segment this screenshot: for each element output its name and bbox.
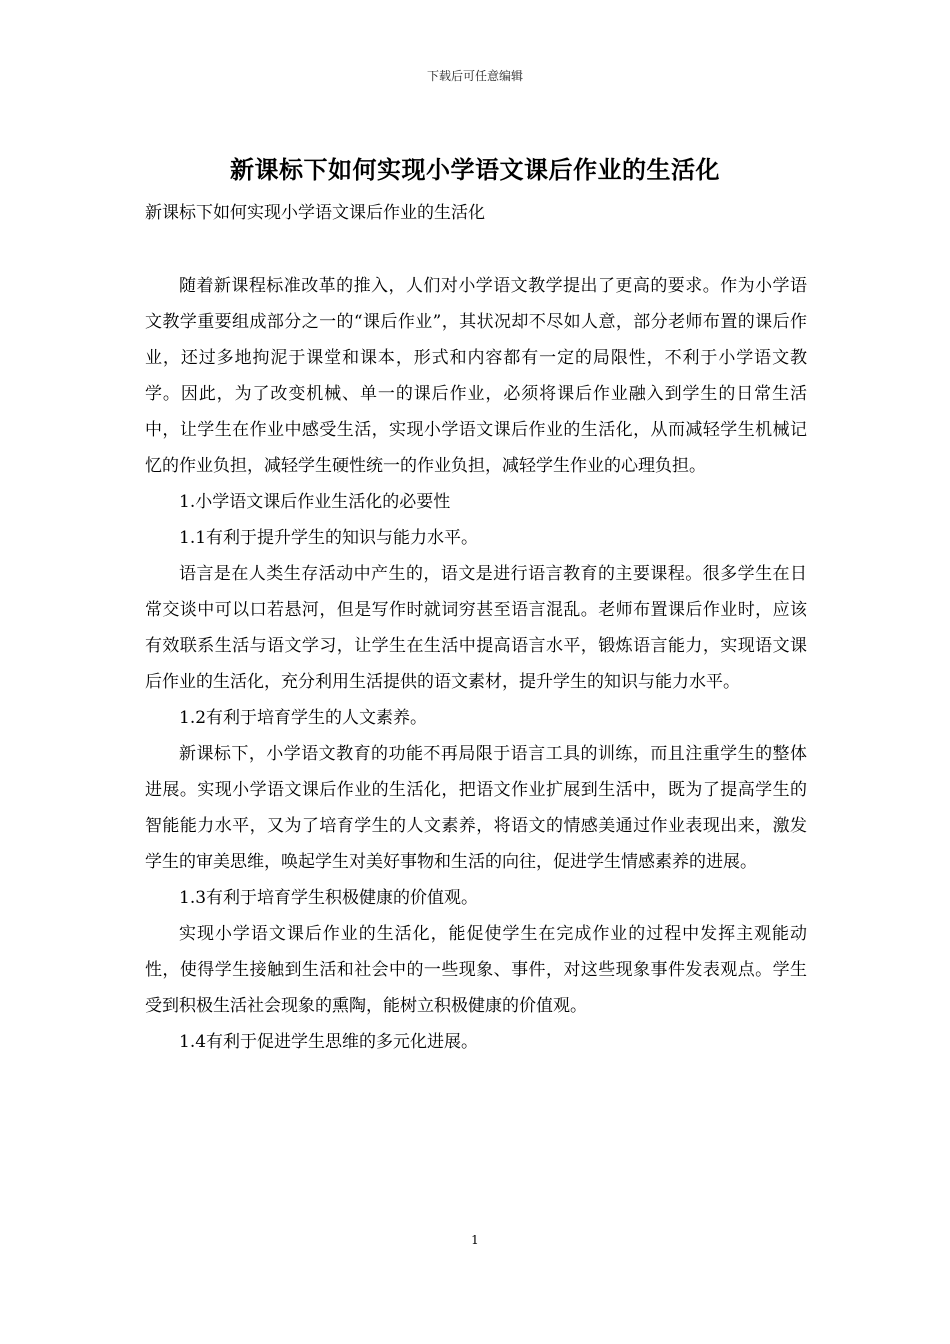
page-number: 1 <box>471 1233 479 1247</box>
document-subtitle: 新课标下如何实现小学语文课后作业的生活化 <box>145 203 485 223</box>
subsection-heading-1-3: 1.3有利于培育学生积极健康的价值观。 <box>179 888 479 908</box>
paragraph-intro: 随着新课程标准改革的推入，人们对小学语文教学提出了更高的要求。作为小学语文教学重要组成部分之一的“课后作业”，其状况却不尽如人意，部分老师布置的课后作业，还过多地拘泥于课堂和课本，形式和内容都有一定的局限性，不利于小学语文教学。因此，为了改变机械、单一的课后作业，必须将课后作业融入到学生的日常生活中，让学生在作业中感受生活，实现小学语文课后作业的生活化，从而减轻学生机械记忆的作业负担，减轻学生硬性统一的作业负担，减轻学生作业的心理负担。 <box>145 276 807 476</box>
page-header: 下载后可任意编辑 <box>426 69 523 83</box>
paragraph-1-3: 实现小学语文课后作业的生活化，能促使学生在完成作业的过程中发挥主观能动性，使得学生接触到生活和社会中的一些现象、事件，对这些现象事件发表观点。学生受到积极生活社会现象的熏陶，能树立积极健康的价值观。 <box>145 924 807 1016</box>
document-body <box>145 268 807 1060</box>
document-title: 新课标下如何实现小学语文课后作业的生活化 <box>230 155 720 184</box>
subsection-heading-1-4: 1.4有利于促进学生思维的多元化进展。 <box>179 1032 479 1052</box>
paragraph-1-2: 新课标下，小学语文教育的功能不再局限于语言工具的训练，而且注重学生的整体进展。实现小学语文课后作业的生活化，把语文作业扩展到生活中，既为了提高学生的智能能力水平，又为了培育学生的人文素养，将语文的情感美通过作业表现出来，激发学生的审美思维，唤起学生对美好事物和生活的向往，促进学生情感素养的进展。 <box>145 744 807 872</box>
section-heading-1: 1.小学语文课后作业生活化的必要性 <box>179 492 451 512</box>
subsection-heading-1-1: 1.1有利于提升学生的知识与能力水平。 <box>179 528 479 548</box>
subsection-heading-1-2: 1.2有利于培育学生的人文素养。 <box>179 708 428 728</box>
paragraph-1-1: 语言是在人类生存活动中产生的，语文是进行语言教育的主要课程。很多学生在日常交谈中可以口若悬河，但是写作时就词穷甚至语言混乱。老师布置课后作业时，应该有效联系生活与语文学习，让学生在生活中提高语言水平，锻炼语言能力，实现语文课后作业的生活化，充分利用生活提供的语文素材，提升学生的知识与能力水平。 <box>145 564 807 692</box>
